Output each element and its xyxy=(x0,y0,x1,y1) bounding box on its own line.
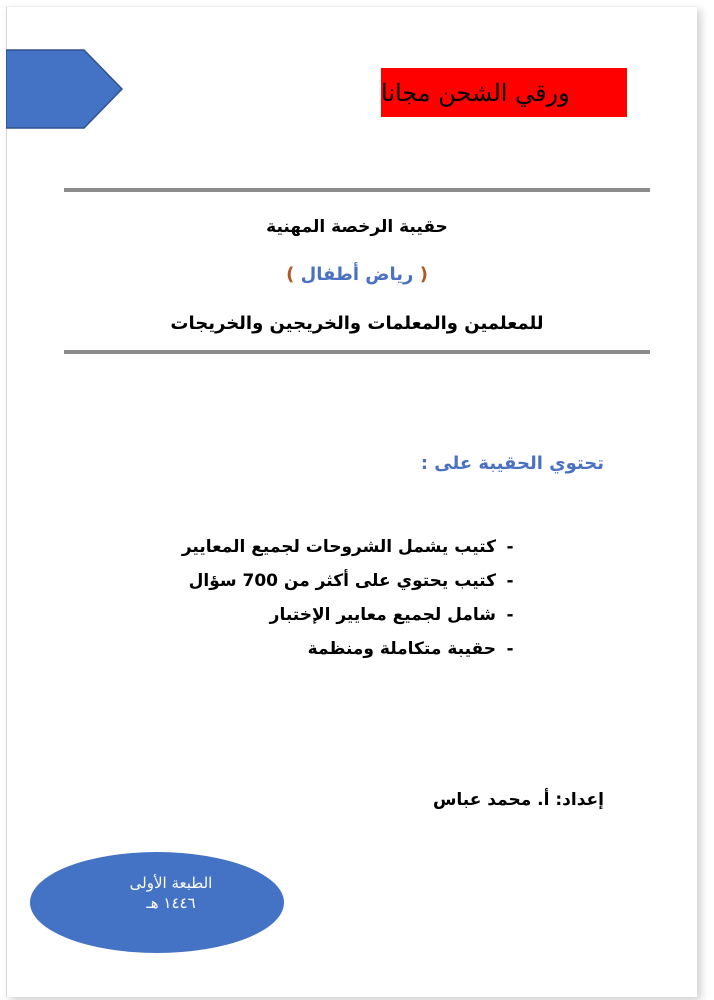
arrow-shape-icon xyxy=(6,48,126,130)
document-page xyxy=(6,6,697,997)
contents-heading: تحتوي الحقيبة على : xyxy=(420,453,604,474)
cover-title: حقيبة الرخصة المهنية xyxy=(266,217,448,237)
free-shipping-banner xyxy=(381,68,627,117)
edition-badge xyxy=(30,852,284,953)
list-item xyxy=(182,564,524,598)
list-item-text: كتيب يحتوي على أكثر من 700 سؤال xyxy=(188,571,496,591)
bullet-dash: - xyxy=(506,605,514,625)
list-item-text: كتيب يشمل الشروحات لجميع المعايير xyxy=(181,537,496,557)
edition-year: ١٤٤٦ هـ xyxy=(146,894,196,912)
author-credit: إعداد: أ. محمد عباس xyxy=(432,790,604,810)
subtitle-close-paren: ) xyxy=(286,264,295,285)
contents-list xyxy=(182,530,524,666)
cover-subtitle xyxy=(64,264,650,285)
top-divider xyxy=(64,188,650,192)
bullet-dash: - xyxy=(506,571,514,591)
edition-label: الطبعة الأولى xyxy=(129,874,213,892)
subtitle-open-paren: ( xyxy=(419,264,428,285)
bullet-dash: - xyxy=(506,639,514,659)
list-item-text: شامل لجميع معايير الإختبار xyxy=(269,605,496,625)
list-item xyxy=(182,632,524,666)
target-audience: للمعلمين والمعلمات والخريجين والخريجات xyxy=(170,313,544,334)
bullet-dash: - xyxy=(506,537,514,557)
free-shipping-text: ورقي الشحن مجانا xyxy=(381,78,570,107)
list-item xyxy=(182,530,524,564)
subtitle-text: رياض أطفال xyxy=(300,264,414,285)
bottom-divider xyxy=(64,350,650,354)
list-item xyxy=(182,598,524,632)
list-item-text: حقيبة متكاملة ومنظمة xyxy=(307,639,496,659)
